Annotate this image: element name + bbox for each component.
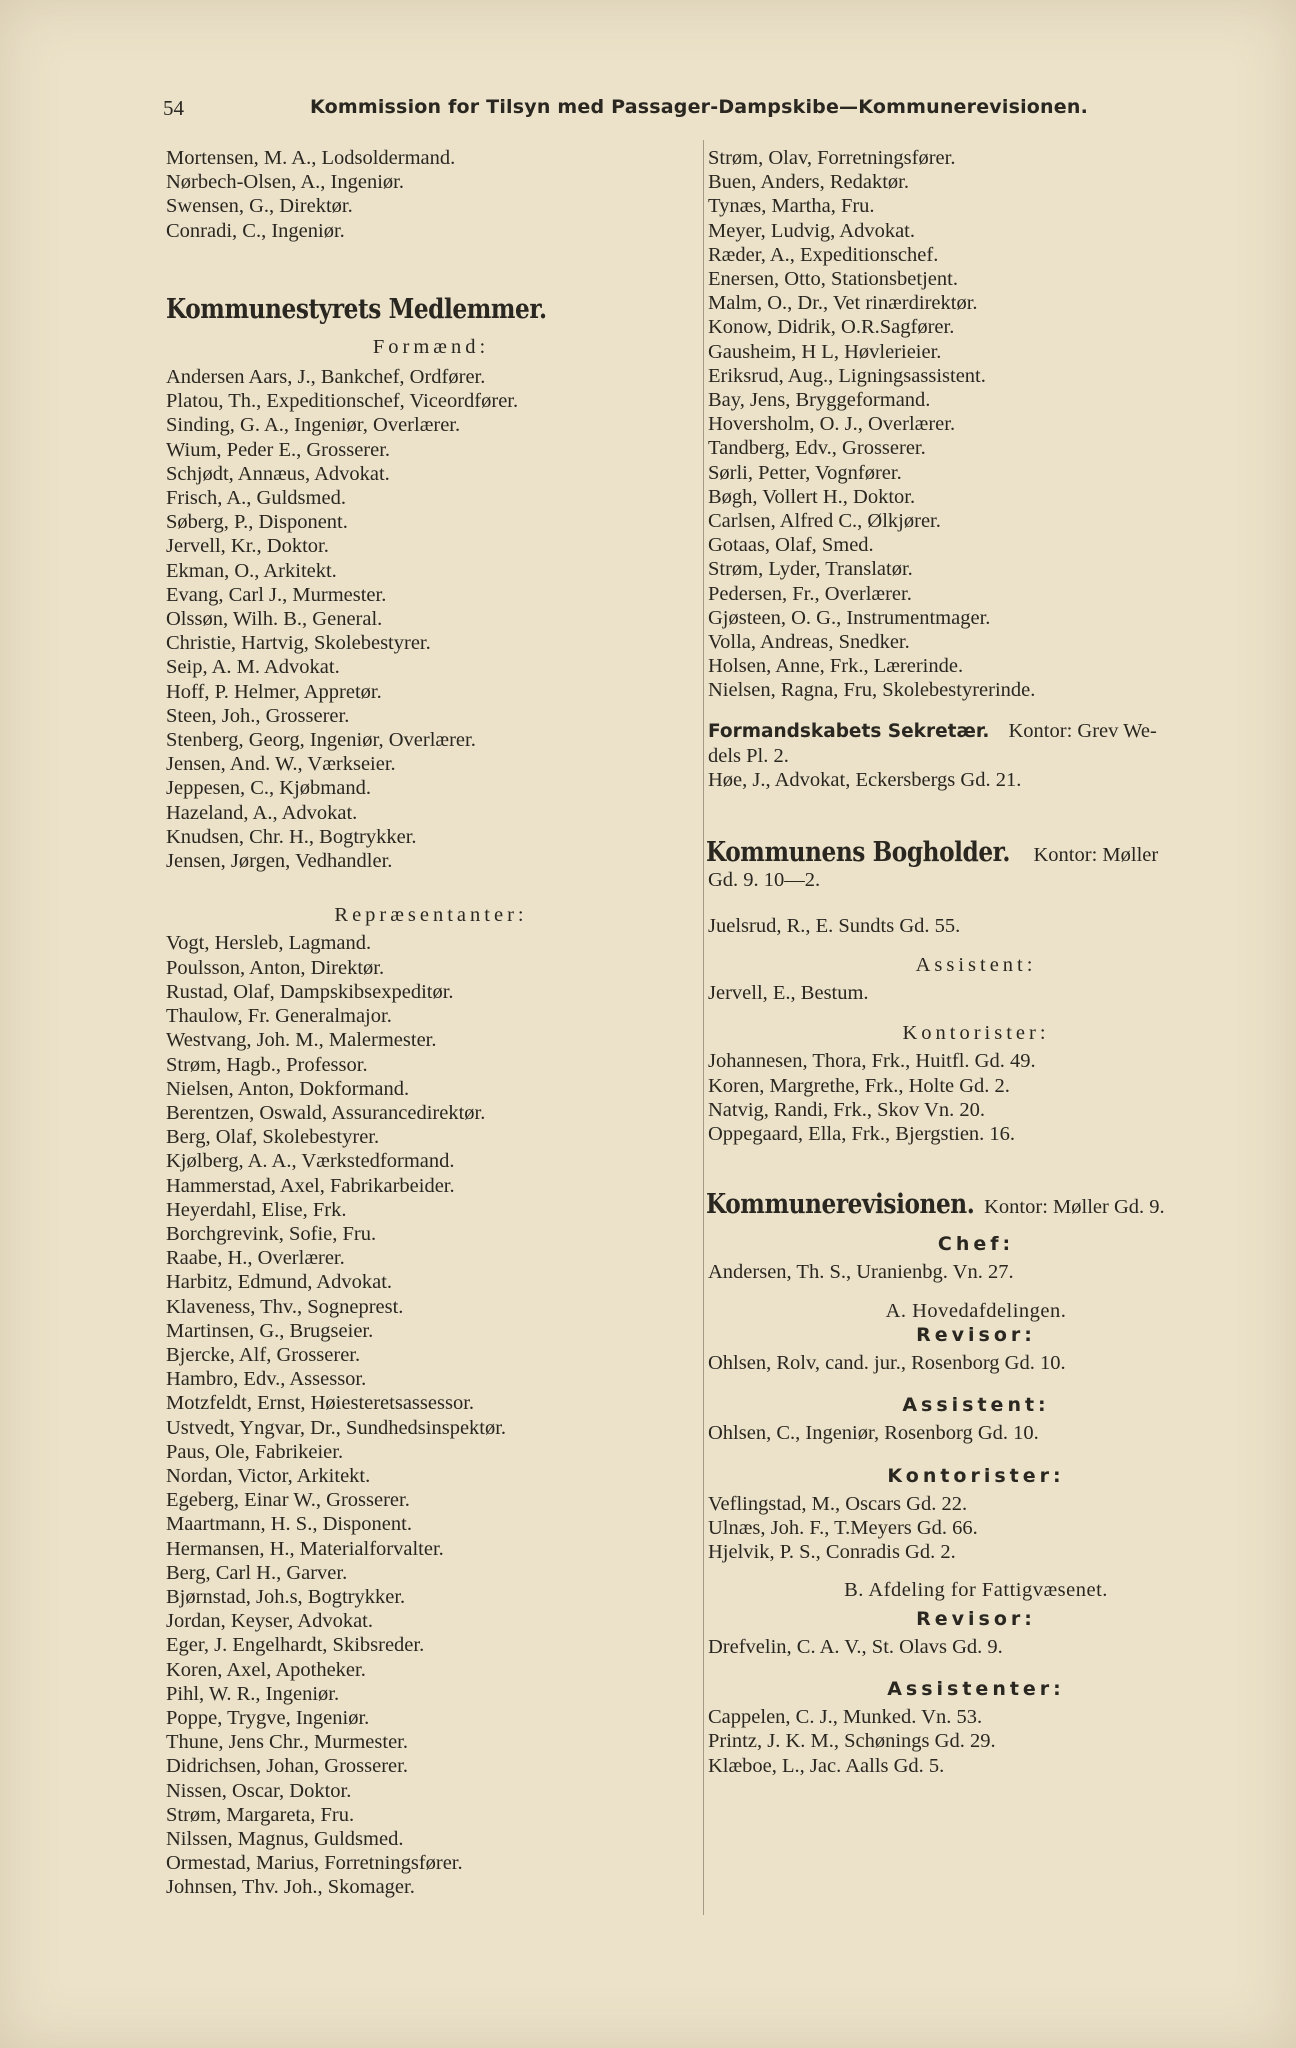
list-item: Nissen, Oscar, Doktor. xyxy=(166,1779,352,1802)
list-item: Tynæs, Martha, Fru. xyxy=(708,195,875,218)
b-assistenter-heading: Assistenter: xyxy=(887,1677,1065,1700)
list-item: Malm, O., Dr., Vet rinærdirektør. xyxy=(708,292,978,315)
running-head: Kommission for Tilsyn med Passager-Dampskibe—Kommunerevisionen. xyxy=(310,96,1089,118)
chef-name: Andersen, Th. S., Uranienbg. Vn. 27. xyxy=(708,1261,1014,1284)
list-item: Jeppesen, C., Kjøbmand. xyxy=(166,777,371,800)
bogholder-kontor-cont: Gd. 9. 10—2. xyxy=(708,869,821,892)
list-item: Pihl, W. R., Ingeniør. xyxy=(166,1682,340,1705)
list-item: Hoff, P. Helmer, Appretør. xyxy=(166,680,382,703)
list-item: Veflingstad, M., Oscars Gd. 22. xyxy=(708,1492,968,1515)
list-item: Ormestad, Marius, Forretningsfører. xyxy=(166,1852,463,1875)
list-item: Westvang, Joh. M., Malermester. xyxy=(166,1029,437,1052)
list-item: Johnsen, Thv. Joh., Skomager. xyxy=(166,1876,415,1899)
sekretaer-kontor-cont: dels Pl. 2. xyxy=(708,744,789,767)
list-item: Konow, Didrik, O.R.Sagfører. xyxy=(708,316,955,339)
list-item: Klæboe, L., Jac. Aalls Gd. 5. xyxy=(708,1754,945,1777)
list-item: Oppegaard, Ella, Frk., Bjergstien. 16. xyxy=(708,1122,1016,1145)
list-item: Eger, J. Engelhardt, Skibsreder. xyxy=(166,1634,425,1657)
list-item: Swensen, G., Direktør. xyxy=(166,195,353,218)
list-item: Bøgh, Vollert H., Doktor. xyxy=(708,485,916,508)
list-item: Printz, J. K. M., Schønings Gd. 29. xyxy=(708,1730,996,1753)
list-item: Mortensen, M. A., Lodsoldermand. xyxy=(166,147,456,169)
list-item: Seip, A. M. Advokat. xyxy=(166,656,340,679)
list-item: Hammerstad, Axel, Fabrikarbeider. xyxy=(166,1174,455,1197)
list-item: Gjøsteen, O. G., Instrumentmager. xyxy=(708,606,991,629)
list-item: Poulsson, Anton, Direktør. xyxy=(166,956,385,979)
list-item: Steen, Joh., Grosserer. xyxy=(166,704,350,727)
repr-cont-list xyxy=(706,146,1246,703)
list-item: Pedersen, Fr., Overlærer. xyxy=(708,582,912,605)
bogholder-title: Kommunens Bogholder. xyxy=(706,837,1011,869)
list-item: Gotaas, Olaf, Smed. xyxy=(708,534,874,557)
b-revisor: Drefvelin, C. A. V., St. Olavs Gd. 9. xyxy=(708,1635,1003,1658)
b-heading: B. Afdeling for Fattigvæsenet. xyxy=(844,1579,1108,1602)
sekretaer-title: Formandskabets Sekretær. xyxy=(708,720,990,742)
a-assistent: Ohlsen, C., Ingeniør, Rosenborg Gd. 10. xyxy=(708,1422,1039,1445)
assistent-heading: Assistent: xyxy=(915,953,1037,976)
list-item: Meyer, Ludvig, Advokat. xyxy=(708,219,915,242)
right-column xyxy=(706,146,1246,1778)
list-item: Eriksrud, Aug., Ligningsassistent. xyxy=(708,364,986,387)
list-item: Thaulow, Fr. Generalmajor. xyxy=(166,1005,392,1028)
list-item: Carlsen, Alfred C., Ølkjører. xyxy=(708,510,941,533)
list-item: Bjørnstad, Joh.s, Bogtrykker. xyxy=(166,1585,406,1608)
list-item: Klaveness, Thv., Sogneprest. xyxy=(166,1295,404,1318)
list-item: Jervell, Kr., Doktor. xyxy=(166,535,329,558)
list-item: Wium, Peder E., Grosserer. xyxy=(166,438,391,461)
rev-line xyxy=(706,1190,1246,1220)
column-divider xyxy=(703,140,704,1915)
list-item: Hoversholm, O. J., Overlærer. xyxy=(708,413,956,436)
a-heading: A. Hovedafdelingen. xyxy=(885,1299,1067,1322)
list-item: Cappelen, C. J., Munked. Vn. 53. xyxy=(708,1706,983,1729)
rev-title: Kommunerevisionen. xyxy=(706,1189,975,1221)
formaend-heading: Formænd: xyxy=(372,335,490,358)
list-item: Raabe, H., Overlærer. xyxy=(166,1247,345,1270)
a-kontorister-list xyxy=(706,1492,1246,1565)
bogholder-line xyxy=(706,838,1246,868)
list-item: Jordan, Keyser, Advokat. xyxy=(166,1610,373,1633)
sekretaer-name: Høe, J., Advokat, Eckersbergs Gd. 21. xyxy=(708,769,1022,792)
list-item: Egeberg, Einar W., Grosserer. xyxy=(166,1489,410,1512)
list-item: Koren, Margrethe, Frk., Holte Gd. 2. xyxy=(708,1074,1010,1097)
kontorister-heading: Kontorister: xyxy=(902,1022,1050,1045)
a-kontorister-heading: Kontorister: xyxy=(887,1464,1065,1487)
list-item: Strøm, Margareta, Fru. xyxy=(166,1803,355,1826)
list-item: Sørli, Petter, Vognfører. xyxy=(708,461,902,484)
list-item: Hermansen, H., Materialforvalter. xyxy=(166,1537,444,1560)
list-item: Frisch, A., Guldsmed. xyxy=(166,487,346,510)
list-item: Rustad, Olaf, Dampskibsexpeditør. xyxy=(166,980,454,1003)
list-item: Olssøn, Wilh. B., General. xyxy=(166,608,383,631)
repr-list xyxy=(166,931,696,1899)
list-item: Koren, Axel, Apotheker. xyxy=(166,1658,366,1681)
list-item: Jensen, And. W., Værkseier. xyxy=(166,753,396,776)
list-item: Poppe, Trygve, Ingeniør. xyxy=(166,1706,370,1729)
list-item: Gausheim, H L, Høvlerieier. xyxy=(708,340,942,363)
list-item: Nielsen, Anton, Dokformand. xyxy=(166,1077,410,1100)
list-item: Christie, Hartvig, Skolebestyrer. xyxy=(166,632,431,655)
list-item: Berentzen, Oswald, Assurancedirektør. xyxy=(166,1101,486,1124)
list-item: Hambro, Edv., Assessor. xyxy=(166,1368,367,1391)
list-item: Knudsen, Chr. H., Bogtrykker. xyxy=(166,825,417,848)
list-item: Thune, Jens Chr., Murmester. xyxy=(166,1731,408,1754)
list-item: Nielsen, Ragna, Fru, Skolebestyrerinde. xyxy=(708,679,1036,702)
sekretaer-line xyxy=(706,719,1246,744)
list-item: Buen, Anders, Redaktør. xyxy=(708,171,909,194)
list-item: Enersen, Otto, Stationsbetjent. xyxy=(708,268,958,291)
page-number: 54 xyxy=(163,96,184,120)
list-item: Kjølberg, A. A., Værkstedformand. xyxy=(166,1150,455,1173)
left-column xyxy=(166,146,696,1900)
list-item: Bjercke, Alf, Grosserer. xyxy=(166,1343,361,1366)
list-item: Berg, Carl H., Garver. xyxy=(166,1561,348,1584)
list-item: Stenberg, Georg, Ingeniør, Overlærer. xyxy=(166,729,476,752)
sekretaer-kontor: Kontor: Grev We- xyxy=(1008,719,1157,742)
list-item: Holsen, Anne, Frk., Lærerinde. xyxy=(708,655,964,678)
b-assistenter-list xyxy=(706,1705,1246,1778)
list-item: Platou, Th., Expeditionschef, Viceordfører. xyxy=(166,390,519,413)
list-item: Ulnæs, Joh. F., T.Meyers Gd. 66. xyxy=(708,1516,978,1539)
list-item: Nilssen, Magnus, Guldsmed. xyxy=(166,1828,404,1850)
rev-kontor: Kontor: Møller Gd. 9. xyxy=(984,1196,1165,1219)
list-item: Paus, Ole, Fabrikeier. xyxy=(166,1440,344,1463)
formaend-list xyxy=(166,365,696,873)
list-item: Natvig, Randi, Frk., Skov Vn. 20. xyxy=(708,1098,985,1121)
list-item: Martinsen, G., Brugseier. xyxy=(166,1319,374,1342)
b-revisor-heading: Revisor: xyxy=(916,1607,1036,1630)
list-item: Strøm, Olav, Forretningsfører. xyxy=(708,147,956,169)
a-revisor-heading: Revisor: xyxy=(916,1323,1036,1346)
section-title: Kommunestyrets Medlemmer. xyxy=(166,293,547,325)
bogholder-kontor: Kontor: Møller xyxy=(1033,844,1159,867)
list-item: Maartmann, H. S., Disponent. xyxy=(166,1513,412,1536)
assistent-name: Jervell, E., Bestum. xyxy=(708,981,869,1004)
list-item: Andersen Aars, J., Bankchef, Ordfører. xyxy=(166,366,486,389)
list-item: Hazeland, A., Advokat. xyxy=(166,801,358,824)
list-item: Bay, Jens, Bryggeformand. xyxy=(708,389,931,412)
list-item: Hjelvik, P. S., Conradis Gd. 2. xyxy=(708,1541,956,1564)
list-item: Volla, Andreas, Snedker. xyxy=(708,631,910,654)
top-entries xyxy=(166,146,696,243)
list-item: Conradi, C., Ingeniør. xyxy=(166,219,345,242)
list-item: Berg, Olaf, Skolebestyrer. xyxy=(166,1126,380,1149)
list-item: Strøm, Hagb., Professor. xyxy=(166,1053,368,1076)
list-item: Søberg, P., Disponent. xyxy=(166,511,348,534)
list-item: Strøm, Lyder, Translatør. xyxy=(708,558,913,581)
list-item: Schjødt, Annæus, Advokat. xyxy=(166,462,390,485)
a-revisor: Ohlsen, Rolv, cand. jur., Rosenborg Gd. 10. xyxy=(708,1351,1066,1374)
list-item: Didrichsen, Johan, Grosserer. xyxy=(166,1755,408,1778)
list-item: Johannesen, Thora, Frk., Huitfl. Gd. 49. xyxy=(708,1050,1036,1073)
repr-heading: Repræsentanter: xyxy=(334,904,528,927)
list-item: Motzfeldt, Ernst, Høiesteretsassessor. xyxy=(166,1392,475,1415)
list-item: Harbitz, Edmund, Advokat. xyxy=(166,1271,393,1294)
bogholder-name: Juelsrud, R., E. Sundts Gd. 55. xyxy=(708,915,961,938)
list-item: Borchgrevink, Sofie, Fru. xyxy=(166,1222,377,1245)
kontorister-list xyxy=(706,1049,1246,1146)
list-item: Evang, Carl J., Murmester. xyxy=(166,583,387,606)
list-item: Nørbech-Olsen, A., Ingeniør. xyxy=(166,171,404,194)
list-item: Heyerdahl, Elise, Frk. xyxy=(166,1198,347,1221)
list-item: Nordan, Victor, Arkitekt. xyxy=(166,1464,371,1487)
list-item: Jensen, Jørgen, Vedhandler. xyxy=(166,850,393,873)
list-item: Vogt, Hersleb, Lagmand. xyxy=(166,932,372,955)
list-item: Ekman, O., Arkitekt. xyxy=(166,559,337,582)
list-item: Sinding, G. A., Ingeniør, Overlærer. xyxy=(166,414,461,437)
a-assistent-heading: Assistent: xyxy=(902,1394,1050,1417)
list-item: Ustvedt, Yngvar, Dr., Sundhedsinspektør. xyxy=(166,1416,507,1439)
chef-heading: Chef: xyxy=(937,1233,1015,1256)
list-item: Ræder, A., Expeditionschef. xyxy=(708,243,939,266)
list-item: Tandberg, Edv., Grosserer. xyxy=(708,437,926,460)
